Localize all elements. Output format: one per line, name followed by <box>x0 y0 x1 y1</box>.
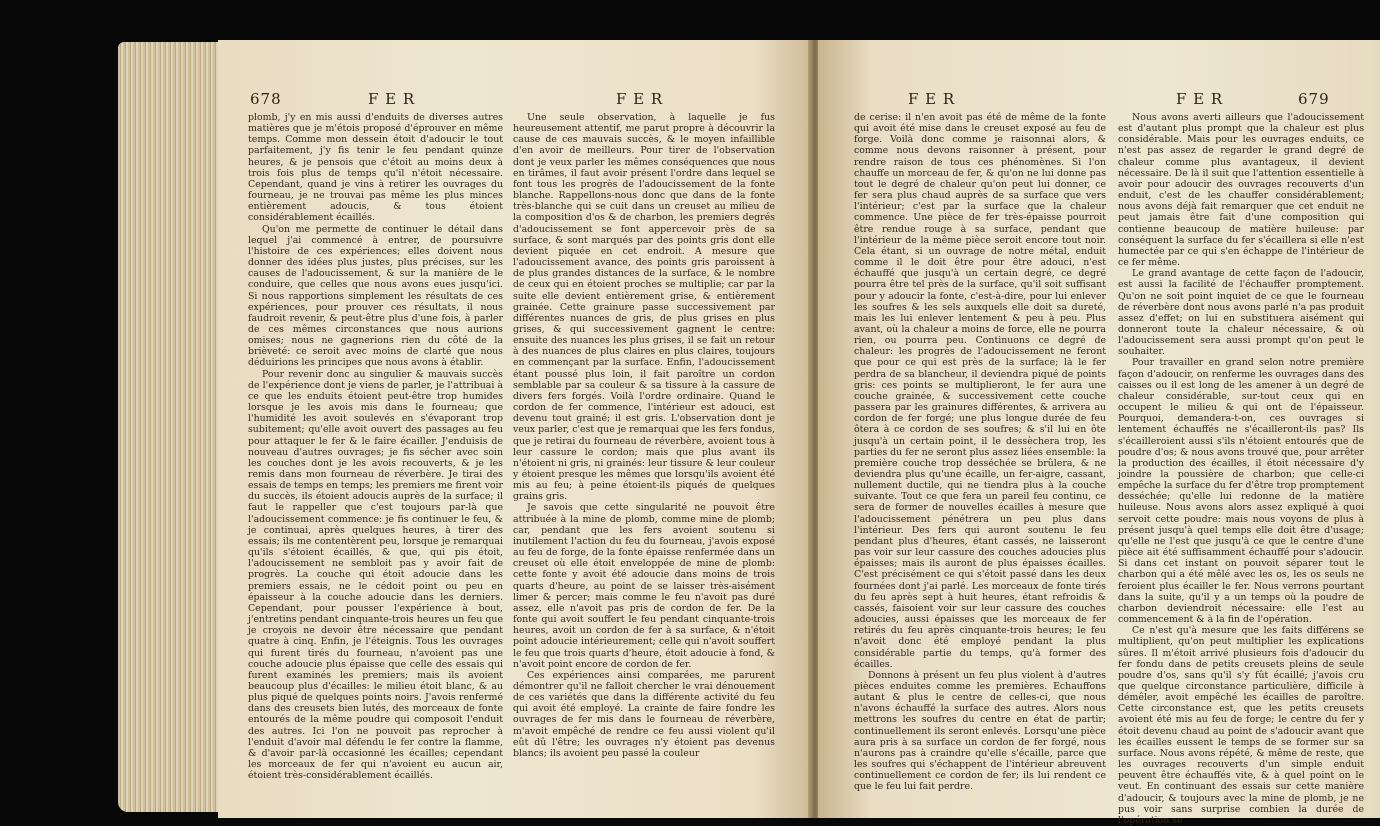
text-column-1 <box>854 112 1106 793</box>
text-column-2 <box>513 112 775 759</box>
paragraph: Une seule observation, à laquelle je fus heureusement attentif, me parut propre à découvrir la cause de ces mauvais succès, & le moyen infaillible d'en avoir de meilleurs. Pour tirer de l'observation dont je veux parler les mêmes conséquences que nous en tirâmes, il faut avoir présent l'ordre dans lequel se font tous les progrès de l'adoucissement de la fonte blanche. Rappellons-nous donc que dans de la fonte très-blanche qui se cuit dans un creuset au milieu de la composition d'os & de charbon, les premiers degrés d'adoucissement se font appercevoir près de sa surface, & sont marqués par des points gris dont elle devient piquée en cet endroit. A mesure que l'adoucissement avance, des points gris paroissent à de plus grandes distances de la surface, & le nombre de ceux qui en étoient proches se multiplie; car par la suite elle devient entièrement grise, & entièrement grainée. Cette grainure passe successivement par différentes nuances de gris, de plus grises en plus grises, & qui successivement gagnent le centre: ensuite des nuances les plus grises, il se fait un retour à des nuances de plus claires en plus claires, toujours en commençant par la surface. Enfin, l'adoucissement étant poussé plus loin, il fait paroître un cordon semblable par sa couleur & sa tissure à la cassure de divers fers forgés. Voilà l'ordre ordinaire. Quand le cordon de fer commence, l'intérieur est adouci, est devenu tout grainé; il est gris. L'observation dont je veux parler, c'est que je remarquai que les fers fondus, que je retirai du fourneau de réverbère, avoient tous à leur cassure le cordon; mais que plus avant ils n'étoient ni gris, ni grainés: leur tissure & leur couleur y étoient presque les mêmes que lorsqu'ils avoient été mis au feu; à peine étoient-ils piqués de quelques grains gris. <box>513 112 775 503</box>
page-number: 678 <box>250 90 282 108</box>
paragraph: plomb, j'y en mis aussi d'enduits de diverses autres matières que je m'étois proposé d'éprouver en même temps. Comme mon dessein étoit d'adoucir le tout parfaitement, j'y fis tenir le feu pendant quinze heures, & je pensois que c'étoit au moins deux à trois fois plus de temps qu'il n'étoit nécessaire. Cependant, quand je vins à retirer les ouvrages du fourneau, je ne trouvai pas même les plus minces entièrement adoucis, & tous étoient considérablement écaillés. <box>248 112 503 224</box>
running-head: F E R <box>368 90 416 108</box>
running-head: F E R <box>1176 90 1224 108</box>
running-head: F E R <box>616 90 664 108</box>
page-number: 679 <box>1298 90 1330 108</box>
paragraph: Qu'on me permette de continuer le détail dans lequel j'ai commencé à entrer, de poursuivre l'histoire de ces expériences; elles doivent nous donner des idées plus justes, plus précises, sur les causes de l'adoucissement, & sur la manière de le conduire, que celles que nous avons eues jusqu'ici. Si nous rapportions simplement les résultats de ces expériences, pour prouver ces résultats, il nous faudroit revenir, & peut-être plus d'une fois, à parler de ces mêmes circonstances que nous aurions omises; nous ne gagnerions rien du côté de la brièveté: ce seroit avec moins de clarté que nous déduirions les principes que nous avons à établir. <box>248 223 503 369</box>
paragraph: Nous avons averti ailleurs que l'adoucissement est d'autant plus prompt que la chaleur est plus considérable. Mais pour les ouvrages enduits, ce n'est pas assez de regarder le grand degré de chaleur comme plus avantageux, il devient nécessaire. De là il suit que l'attention essentielle à avoir pour adoucir des ouvrages recouverts d'un enduit, c'est de les chauffer considérablement; nous avons déjà fait remarquer que cet enduit ne peut jamais être fait d'une composition qui contienne beaucoup de matière huileuse: par conséquent la surface du fer s'écaillera si elle n'est humectée par ce qui s'en échappe de l'intérieur de ce fer même. <box>1118 112 1364 269</box>
paragraph: Ce n'est qu'à mesure que les faits différens se multiplient, qu'on peut multiplier les explications sûres. Il m'étoit arrivé plusieurs fois d'adoucir du fer fondu dans de petits creusets pleins de seule poudre d'os, sans qu'il s'y fût écaillé; j'avois cru que quelque circonstance particulière, difficile à démêler, avoit empêché les écailles de paroître. Cette circonstance est, que les petits creusets avoient été mis au feu de forge; le centre du fer y étoit devenu chaud au point de s'adoucir avant que les écailles eussent le temps de se former sur sa surface. Nous avons répété, & même de reste, que les ouvrages recouverts d'un simple enduit peuvent être échauffés vite, & à quel point on le veut. En continuant des essais sur cette manière d'adoucir, & toujours avec la mine de plomb, je ne pus voir sans surprise combien la durée de l'opération se <box>1118 625 1364 826</box>
paragraph: Je savois que cette singularité ne pouvoit être attribuée à la mine de plomb, comme mine de plomb; car, pendant que les fers avoient soutenu si inutilement l'action du feu du fourneau, j'avois exposé au feu de forge, de la fonte épaisse renfermée dans un creuset où elle étoit enveloppée de mine de plomb: cette fonte y avoit été adoucie dans moins de trois quarts d'heure, au point de se laisser très-aisément limer & percer; mais comme le feu n'avoit pas duré assez, elle n'avoit pas pris de cordon de fer. De la fonte qui avoit souffert le feu pendant cinquante-trois heures, avoit un cordon de fer à sa surface, & n'étoit point adoucie intérieurement; celle qui n'avoit souffert le feu que trois quarts d'heure, étoit adoucie à fond, & n'avoit point encore de cordon de fer. <box>513 502 775 670</box>
left-page-edges <box>118 42 223 812</box>
text-column-2 <box>1118 112 1364 826</box>
paragraph: de cerise: il n'en avoit pas été de même de la fonte qui avoit été mise dans le creuset exposé au feu de forge. Voilà donc comme je raisonnai alors, & comme nous devons raisonner à présent, pour rendre raison de tous ces phénomènes. Si l'on chauffe un morceau de fer, & qu'on ne lui donne pas tout le degré de chaleur qu'on peut lui donner, ce fer sera plus chaud auprès de sa surface que vers l'intérieur; c'est par la surface que la chaleur commence. Une pièce de fer très-épaisse pourroit être rendue rouge à sa surface, pendant que l'intérieur de la même pièce seroit encore tout noir. Cela étant, si un ouvrage de notre métal, enduit comme il le doit être pour être adouci, n'est échauffé que jusqu'à un certain degré, ce degré pourra être tel près de la surface, qu'il soit suffisant pour y adoucir la fonte, c'est-à-dire, pour lui enlever les soufres & les sels auxquels elle doit sa dureté, mais les lui enlever lentement & peu à peu. Plus avant, où la chaleur a moins de force, elle ne pourra rien, ou pourra peu. Continuons ce degré de chaleur: les progrès de l'adoucissement ne feront que pour ce qui est près de la surface; là le fer perdra de sa blancheur, il deviendra piqué de points gris: ces points se multiplieront, le fer aura une couche grainée, & successivement cette couche passera par les grainures différentes, & arrivera au cordon de fer forgé; une plus longue durée de feu ôtera à ce cordon de ses soufres; & s'il lui en ôte jusqu'à un certain point, il le dessèchera trop, les parties du fer ne seront plus assez liées ensemble: la première couche trop desséchée se brûlera, & ne deviendra plus qu'une écaille, un fer-aigre, cassant, nullement ductile, qui ne tiendra plus à la couche suivante. Tout ce que fera un pareil feu continu, ce sera de former de nouvelles écailles à mesure que l'adoucissement pénétrera un peu plus dans l'intérieur. Des fers qui auront soutenu le feu pendant plus d'heures, étant cassés, ne laisseront pas voir sur leur cassure des couches adoucies plus épaisses; mais ils auront de plus épaisses écailles. C'est précisément ce qui s'étoit passé dans les deux fournées dont j'ai parlé. Les morceaux de fonte tirés du feu après sept à huit heures, étant refroidis & cassés, faisoient voir sur leur cassure des couches adoucies, aussi épaisses que les morceaux de fer retirés du feu après cinquante-trois heures; le feu n'avoit donc été employé pendant la plus considérable partie du temps, qu'à former des écailles. <box>854 112 1107 670</box>
text-column-1 <box>248 112 503 781</box>
paragraph: Ces expériences ainsi comparées, me parurent démontrer qu'il ne falloit chercher le vrai dénouement de ces variétés que dans la différente activité du feu qui avoit été employé. La crainte de faire fondre les ouvrages de fer mis dans le fourneau de réverbère, m'avoit empêché de rendre ce feu aussi violent qu'il eût dû l'être; les ouvrages n'y étoient pas devenus blancs; ils avoient peu passé la couleur <box>513 669 775 759</box>
left-page <box>218 40 813 818</box>
paragraph: Pour revenir donc au singulier & mauvais succès de l'expérience dont je viens de parler, je l'attribuai à ce que les enduits étoient peut-être trop humides lorsque je les avois mis dans le fourneau; que l'humidité les avoit soulevés en s'évaporant trop subitement; qu'elle avoit ouvert des passages au feu pour attaquer le fer & le faire écailler. J'enduisis de nouveau d'autres ouvrages; je fis sécher avec soin les couches dont je les avois recouverts, & je les remis dans mon fourneau de réverbère. Je tirai des essais de temps en temps; les premiers me firent voir du succès, ils étoient adoucis auprès de la surface; il faut le rappeller que c'est toujours par-là que l'adoucissement commence: je fis continuer le feu, & je continuai, après quelques heures, à tirer des essais; ils me contentèrent peu, lorsque je remarquai qu'ils s'étoient écaillés, & que, qui pis étoit, l'adoucissement ne sembloit pas y avoir fait de progrès. La couche qui étoit adoucie dans les premiers essais, ne le cédoit point ou peu en épaisseur à la couche adoucie dans les derniers. Cependant, pour pousser l'expérience à bout, j'entretins pendant cinquante-trois heures un feu que je croyois ne devoir être nécessaire que pendant quatre à cinq. Enfin, je l'éteignis. Tous les ouvrages qui furent tirés du fourneau, n'avoient pas une couche adoucie plus épaisse que celle des essais qui furent examinés les premiers; mais ils avoient beaucoup plus d'écailles: le milieu étoit blanc, & au plus piqué de quelques points noirs. J'avois renfermé dans des creusets bien lutés, des morceaux de fonte entourés de la même poudre qui composoit l'enduit des autres. Ici l'on ne pouvoit pas reprocher à l'enduit d'avoir mal défendu le fer contre la flamme, & d'avoir par-là occasionné les écailles; cependant les morceaux de fer qui n'avoient eu aucun air, étoient très-considérablement écaillés. <box>248 368 503 782</box>
right-page <box>818 40 1380 826</box>
open-book <box>118 22 1364 826</box>
paragraph: Pour travailler en grand selon notre première façon d'adoucir, on renferme les ouvrages dans des caisses ou il est long de les amener à un degré de chaleur considérable, sur-tout ceux qui en occupent le milieu & qui ont de l'épaisseur. Pourquoi, demandera-t-on, ces ouvrages si lentement échauffés ne s'écailleront-ils pas? Ils s'écailleroient aussi s'ils n'étoient entourés que de poudre d'os; & nous avons trouvé que, pour arrêter la production des écailles, il étoit nécessaire d'y joindre la poussière de charbon; que celle-ci empêche la surface du fer d'être trop promptement desséchée; qu'elle lui redonne de la matière huileuse. Nous avons alors assez expliqué à quoi servoit cette poudre: mais nous voyons de plus à présent jusqu'à quel temps elle doit être d'usage; qu'elle ne l'est que jusqu'à ce que le centre d'une pièce ait été suffisamment échauffé pour s'adoucir. Si dans cet instant on pouvoit séparer tout le charbon qui a été mêlé avec les os, les os seuls ne feroient plus écailler le fer. Nous verrons pourtant dans la suite, qu'il y a un temps où la poudre de charbon deviendroit nécessaire: elle l'est au commencement & à la fin de l'opération. <box>1118 357 1364 626</box>
paragraph: Donnons à présent un feu plus violent à d'autres pièces enduites comme les premières. Echauffons autant & plus le centre de celles-ci, que nous n'avons échauffé la surface des autres. Alors nous mettrons les soufres du centre en état de partir; continuellement ils seront enlevés. Lorsqu'une pièce aura pris à sa surface un cordon de fer forgé, nous n'aurons pas à craindre qu'elle s'écaille, parce que les soufres qui s'échappent de l'intérieur abreuvent continuellement ce cordon de fer; ils lui rendent ce que le feu lui fait perdre. <box>854 669 1106 793</box>
paragraph: Le grand avantage de cette façon de l'adoucir, est aussi la facilité de l'échauffer promptement. Qu'on ne soit point inquiet de ce que le fourneau de réverbère dont nous avons parlé n'a pas produit assez d'effet; on lui en substituera aisément qui donneront toute la chaleur nécessaire, & où l'adoucissement sera aussi prompt qu'on peut le souhaiter. <box>1118 268 1364 358</box>
running-head: F E R <box>908 90 956 108</box>
